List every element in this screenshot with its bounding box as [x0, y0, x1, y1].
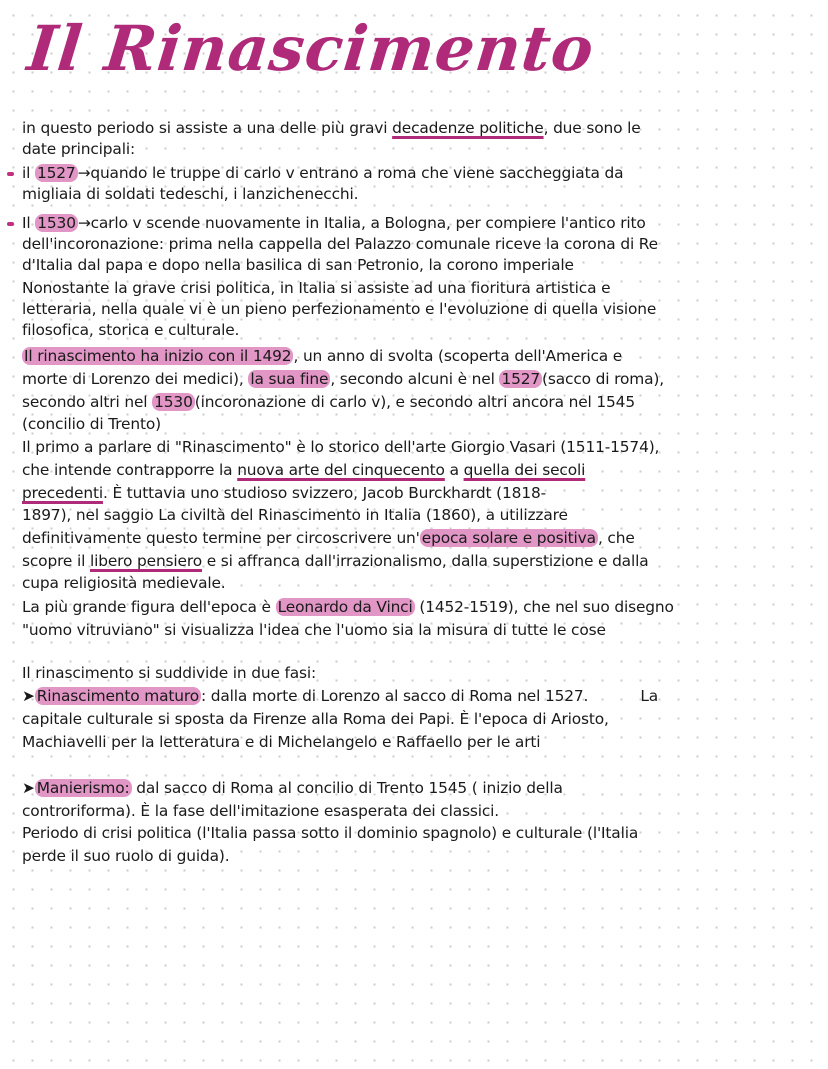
bullet-marker — [7, 172, 14, 176]
paragraph-3-line-3: secondo altri nel 1530 (incoronazione di carlo v), e secondo altri ancora nel 1545 — [22, 393, 635, 411]
paragraph-4-line-6: scopre il libero pensiero e si affranca dall'irrazionalismo, dalla superstizione e dalla — [22, 552, 649, 570]
bullet-1530-line-3: d'Italia dal papa e dopo nella basilica di san Petronio, la corono imperiale — [22, 256, 574, 274]
paragraph-3-line-4: (concilio di Trento) — [22, 415, 161, 433]
paragraph-4-line-5: definitivamente questo termine per circoscrivere un' epoca solare e positiva , che — [22, 529, 635, 547]
paragraph-4-line-4: 1897), nel saggio La civiltà del Rinascimento in Italia (1860), a utilizzare — [22, 506, 568, 524]
bullet-marker — [7, 222, 14, 226]
paragraph-3-line-2: morte di Lorenzo dei medici), la sua fine , secondo alcuni è nel 1527 (sacco di roma), — [22, 370, 664, 388]
paragraph-4-line-9: "uomo vitruviano" si visualizza l'idea che l'uomo sia la misura di tutte le cose — [22, 621, 606, 639]
phase-2-line-4: perde il suo ruolo di guida). — [22, 847, 230, 865]
paragraph-4-line-1: Il primo a parlare di "Rinascimento" è lo storico dell'arte Giorgio Vasari (1511-1574), — [22, 438, 660, 456]
phase-2-line-1: ➤ Manierismo: dal sacco di Roma al concilio di Trento 1545 ( inizio della — [22, 779, 563, 797]
paragraph-4-line-7: cupa religiosità medievale. — [22, 574, 226, 592]
phase-2-line-3: Periodo di crisi politica (l'Italia passa sotto il dominio spagnolo) e culturale (l'Italia — [22, 824, 639, 842]
paragraph-2-line-3: filosofica, storica e culturale. — [22, 321, 240, 339]
phase-2-line-2: controriforma). È la fase dell'imitazione esasperata dei classici. — [22, 802, 500, 820]
paragraph-4-line-2: che intende contrapporre la nuova arte del cinquecento a quella dei secoli — [22, 461, 586, 479]
intro-line-1: in questo periodo si assiste a una delle più gravi decadenze politiche, due sono le — [22, 119, 641, 137]
phase-1-line-2: capitale culturale si sposta da Firenze alla Roma dei Papi. È l'epoca di Ariosto, — [22, 710, 609, 728]
phase-1-line-1: ➤ Rinascimento maturo : dalla morte di Lorenzo al sacco di Roma nel 1527. La — [22, 687, 659, 705]
page-title: Il Rinascimento — [24, 12, 598, 85]
arrow-icon: ➤ — [22, 779, 35, 797]
paragraph-4-line-3: precedenti. È tuttavia uno studioso svizzero, Jacob Burckhardt (1818- — [22, 484, 547, 502]
arrow-icon: ➤ — [22, 687, 35, 705]
paragraph-2-line-2: letteraria, nella quale vi è un pieno perfezionamento e l'evoluzione di quella visione — [22, 300, 657, 318]
bullet-1527-line-2: migliaia di soldati tedeschi, i lanzichenecchi. — [22, 185, 359, 203]
paragraph-4-line-8: La più grande figura dell'epoca è Leonardo da Vinci (1452-1519), che nel suo disegno — [22, 598, 674, 616]
phase-1-line-3: Machiavelli per la letteratura e di Michelangelo e Raffaello per le arti — [22, 733, 541, 751]
paragraph-2-line-1: Nonostante la grave crisi politica, in Italia si assiste ad una fioritura artistica e — [22, 279, 611, 297]
bullet-1527-line-1: il 1527 →quando le truppe di carlo v entrano a roma che viene saccheggiata da — [22, 164, 624, 182]
phases-intro: Il rinascimento si suddivide in due fasi: — [22, 664, 317, 682]
paragraph-3-line-1: Il rinascimento ha inizio con il 1492 , un anno di svolta (scoperta dell'America e — [24, 347, 623, 365]
bullet-1530-line-2: dell'incoronazione: prima nella cappella del Palazzo comunale riceve la corona di Re — [22, 235, 658, 253]
intro-line-2: date principali: — [22, 140, 135, 158]
bullet-1530-line-1: Il 1530 →carlo v scende nuovamente in Italia, a Bologna, per compiere l'antico rito — [22, 214, 646, 232]
